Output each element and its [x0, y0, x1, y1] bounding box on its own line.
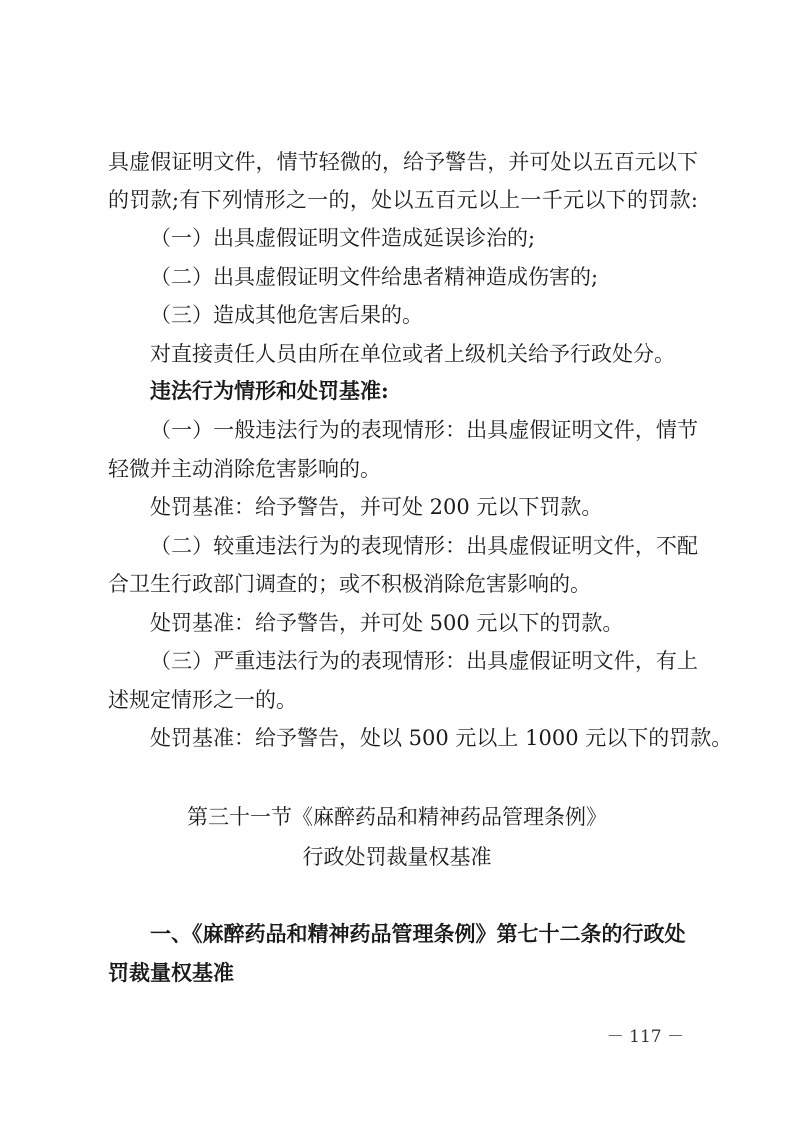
- section-subtitle: 行政处罚裁量权基准: [302, 845, 492, 869]
- serious-violation-line: （二）较重违法行为的表现情形：出具虚假证明文件，不配: [150, 534, 698, 558]
- severe-violation-line: 述规定情形之一的。: [108, 688, 297, 712]
- serious-violation-line: 合卫生行政部门调查的；或不积极消除危害影响的。: [108, 572, 591, 596]
- subsection-title: 一、《麻醉药品和精神药品管理条例》第七十二条的行政处: [150, 922, 686, 946]
- section-title: 第三十一节《麻醉药品和精神药品管理条例》: [187, 805, 607, 829]
- general-violation-line: 轻微并主动消除危害影响的。: [108, 457, 381, 481]
- severe-violation-line: （三）严重违法行为的表现情形：出具虚假证明文件，有上: [150, 649, 698, 673]
- general-penalty: 处罚基准：给予警告，并可处 200 元以下罚款。: [150, 495, 603, 519]
- severe-penalty: 处罚基准：给予警告，处以 500 元以上 1000 元以下的罚款。: [150, 726, 733, 750]
- body-text-line: 具虚假证明文件，情节轻微的，给予警告，并可处以五百元以下: [108, 150, 698, 174]
- standards-heading: 违法行为情形和处罚基准:: [150, 378, 389, 403]
- list-item: （一）出具虚假证明文件造成延误诊治的;: [150, 226, 536, 250]
- general-violation-line: （一）一般违法行为的表现情形：出具虚假证明文件，情节: [150, 418, 698, 442]
- body-text-line: 的罚款;有下列情形之一的，处以五百元以上一千元以下的罚款:: [108, 188, 698, 212]
- list-item: （三）造成其他危害后果的。: [150, 303, 423, 327]
- list-item: （二）出具虚假证明文件给患者精神造成伤害的;: [150, 265, 599, 289]
- serious-penalty: 处罚基准：给予警告，并可处 500 元以下的罚款。: [150, 611, 624, 635]
- body-text-line: 对直接责任人员由所在单位或者上级机关给予行政处分。: [150, 342, 675, 366]
- page-number: － 117 －: [606, 1027, 684, 1047]
- subsection-title-continued: 罚裁量权基准: [108, 961, 234, 985]
